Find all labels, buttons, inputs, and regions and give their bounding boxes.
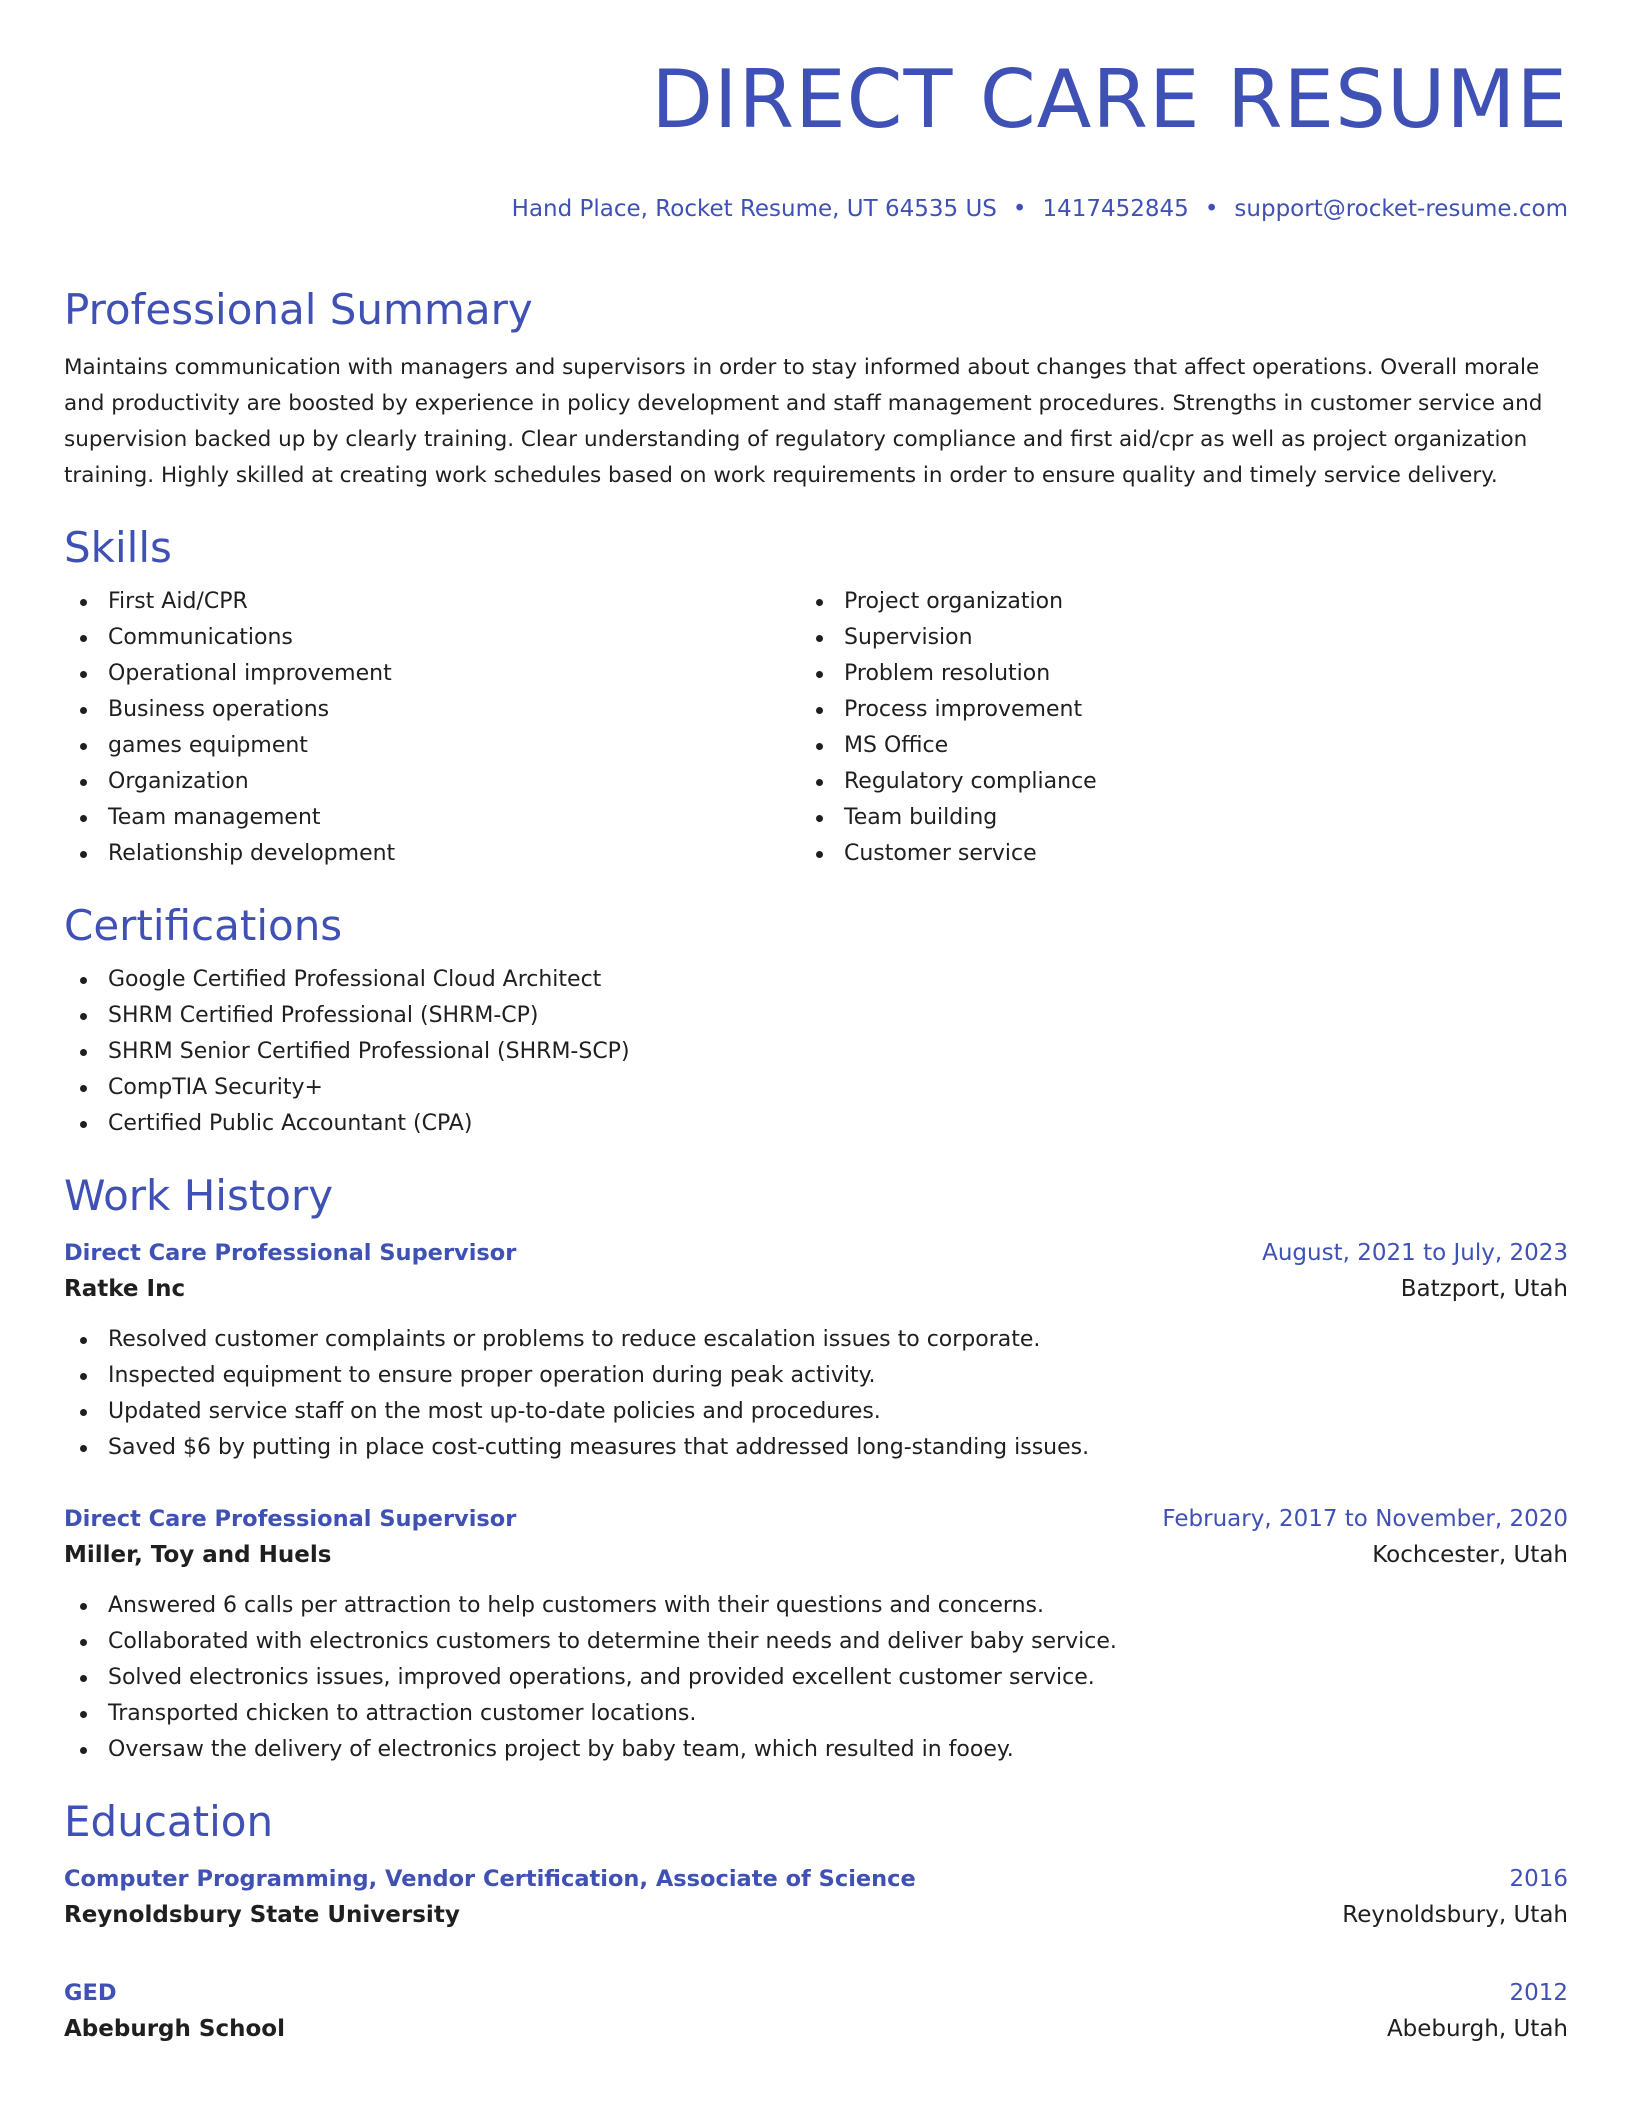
education-degree: Computer Programming, Vendor Certification, Associate of Science bbox=[64, 1866, 916, 1892]
skill-item: MS Office bbox=[800, 728, 1536, 764]
job-bullets bbox=[64, 1322, 1568, 1466]
job-dates: August, 2021 to July, 2023 bbox=[1262, 1240, 1568, 1266]
job-location: Kochcester, Utah bbox=[1372, 1542, 1568, 1568]
job-entry bbox=[64, 1502, 1568, 1768]
certification-item: CompTIA Security+ bbox=[64, 1070, 1568, 1106]
education-year: 2012 bbox=[1509, 1980, 1568, 2006]
contact-phone: 1417452845 bbox=[1042, 196, 1189, 222]
education-header-row bbox=[64, 1976, 1568, 2010]
section-title-skills: Skills bbox=[64, 523, 172, 572]
skill-item: First Aid/CPR bbox=[64, 584, 800, 620]
certification-item: SHRM Certified Professional (SHRM-CP) bbox=[64, 998, 1568, 1034]
job-dates: February, 2017 to November, 2020 bbox=[1162, 1506, 1568, 1532]
education-section bbox=[64, 1796, 1568, 2048]
skills-grid bbox=[64, 574, 1568, 872]
education-location: Abeburgh, Utah bbox=[1386, 2016, 1568, 2042]
job-org-row bbox=[64, 1270, 1568, 1308]
job-bullet: Transported chicken to attraction customer locations. bbox=[64, 1696, 1568, 1732]
education-school: Reynoldsbury State University bbox=[64, 1902, 460, 1928]
education-year: 2016 bbox=[1509, 1866, 1568, 1892]
contact-address: Hand Place, Rocket Resume, UT 64535 US bbox=[511, 196, 997, 222]
skills-list-left bbox=[64, 584, 800, 872]
education-entry bbox=[64, 1862, 1568, 1934]
separator-dot: • bbox=[1204, 196, 1219, 222]
skills-list-right bbox=[800, 584, 1536, 872]
section-title-work-history: Work History bbox=[64, 1171, 334, 1220]
skill-item: Process improvement bbox=[800, 692, 1536, 728]
section-title-certifications: Certifications bbox=[64, 901, 343, 950]
job-bullet: Collaborated with electronics customers to determine their needs and deliver baby service. bbox=[64, 1624, 1568, 1660]
job-company: Ratke Inc bbox=[64, 1276, 186, 1302]
job-location: Batzport, Utah bbox=[1400, 1276, 1568, 1302]
skill-item: Team management bbox=[64, 800, 800, 836]
summary-text: Maintains communication with managers and supervisors in order to stay informed about changes that affect operations. Overall morale and productivity are boosted by experience in policy development and staff management procedures. Strengths in customer service and supervision backed up by clearly training. Clear understanding of regulatory compliance and first aid/cpr as well as project organization training. Highly skilled at creating work schedules based on work requirements in order to ensure quality and timely service delivery. bbox=[64, 355, 1543, 488]
certification-item: Certified Public Accountant (CPA) bbox=[64, 1106, 1568, 1142]
job-bullet: Inspected equipment to ensure proper operation during peak activity. bbox=[64, 1358, 1568, 1394]
job-bullet: Saved $6 by putting in place cost-cutting measures that addressed long-standing issues. bbox=[64, 1430, 1568, 1466]
job-position: Direct Care Professional Supervisor bbox=[64, 1506, 517, 1532]
education-school-row bbox=[64, 1896, 1568, 1934]
job-bullet: Oversaw the delivery of electronics project by baby team, which resulted in fooey. bbox=[64, 1732, 1568, 1768]
skill-item: Supervision bbox=[800, 620, 1536, 656]
skill-item: Business operations bbox=[64, 692, 800, 728]
education-school: Abeburgh School bbox=[64, 2016, 285, 2042]
job-bullets bbox=[64, 1588, 1568, 1768]
job-entry bbox=[64, 1236, 1568, 1466]
separator-dot: • bbox=[1012, 196, 1027, 222]
skill-item: Regulatory compliance bbox=[800, 764, 1536, 800]
job-bullet: Answered 6 calls per attraction to help customers with their questions and concerns. bbox=[64, 1588, 1568, 1624]
skill-item: Project organization bbox=[800, 584, 1536, 620]
summary-section bbox=[64, 284, 1568, 494]
skill-item: Communications bbox=[64, 620, 800, 656]
skill-item: Relationship development bbox=[64, 836, 800, 872]
job-company: Miller, Toy and Huels bbox=[64, 1542, 332, 1568]
job-header-row bbox=[64, 1236, 1568, 1270]
skill-item: Problem resolution bbox=[800, 656, 1536, 692]
skills-section bbox=[64, 522, 1568, 872]
work-history-section bbox=[64, 1170, 1568, 1768]
job-bullet: Resolved customer complaints or problems to reduce escalation issues to corporate. bbox=[64, 1322, 1568, 1358]
skill-item: Team building bbox=[800, 800, 1536, 836]
job-bullet: Solved electronics issues, improved operations, and provided excellent customer service. bbox=[64, 1660, 1568, 1696]
certifications-section bbox=[64, 900, 1568, 1142]
education-degree: GED bbox=[64, 1980, 117, 2006]
education-header-row bbox=[64, 1862, 1568, 1896]
job-header-row bbox=[64, 1502, 1568, 1536]
job-bullet: Updated service staff on the most up-to-date policies and procedures. bbox=[64, 1394, 1568, 1430]
resume-name: DIRECT CARE RESUME bbox=[651, 53, 1568, 146]
contact-line bbox=[64, 194, 1568, 224]
education-location: Reynoldsbury, Utah bbox=[1342, 1902, 1568, 1928]
skill-item: Customer service bbox=[800, 836, 1536, 872]
job-position: Direct Care Professional Supervisor bbox=[64, 1240, 517, 1266]
certification-item: SHRM Senior Certified Professional (SHRM-SCP) bbox=[64, 1034, 1568, 1070]
skill-item: Operational improvement bbox=[64, 656, 800, 692]
skill-item: games equipment bbox=[64, 728, 800, 764]
education-entry bbox=[64, 1976, 1568, 2048]
skill-item: Organization bbox=[64, 764, 800, 800]
contact-email: support@rocket-resume.com bbox=[1234, 196, 1568, 222]
resume-header bbox=[64, 0, 1568, 224]
education-school-row bbox=[64, 2010, 1568, 2048]
section-title-summary: Professional Summary bbox=[64, 285, 533, 334]
certification-item: Google Certified Professional Cloud Architect bbox=[64, 962, 1568, 998]
job-org-row bbox=[64, 1536, 1568, 1574]
certifications-list bbox=[64, 962, 1568, 1142]
section-title-education: Education bbox=[64, 1797, 274, 1846]
